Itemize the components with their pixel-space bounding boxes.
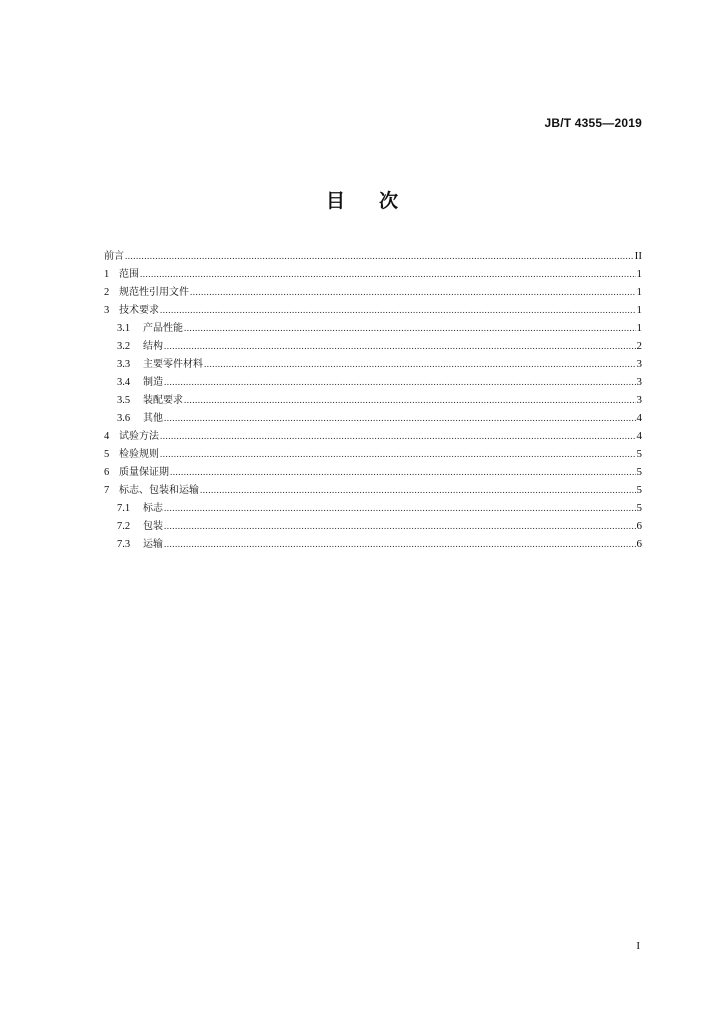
toc-entry-label: 前言	[104, 251, 124, 262]
toc-entry-page: 3	[636, 358, 642, 370]
toc-entry-label: 其他	[143, 413, 163, 424]
toc-entry-label: 制造	[143, 377, 163, 388]
toc-entry-number: 1	[104, 269, 110, 280]
toc-entry-number: 3.2	[117, 341, 131, 352]
toc-entry-number: 4	[104, 431, 110, 442]
toc-entry-label: 范围	[119, 269, 139, 280]
toc-entry-label: 标志、包装和运输	[119, 485, 199, 496]
toc-entry-page: 1	[636, 322, 642, 334]
toc-leader-dots	[160, 427, 636, 445]
toc-entry-number: 3.3	[117, 359, 131, 370]
toc-entry[interactable]	[104, 481, 642, 499]
toc-entry-label: 规范性引用文件	[119, 287, 189, 298]
toc-entry-number: 7.1	[117, 503, 131, 514]
toc-entry-number: 7.3	[117, 539, 131, 550]
toc-entry-number: 3.4	[117, 377, 131, 388]
toc-entry-label: 检验规则	[119, 449, 159, 460]
toc-entry-page: 5	[636, 448, 642, 460]
toc-subentry[interactable]	[104, 535, 642, 553]
toc-leader-dots	[200, 481, 636, 499]
toc-entry-label: 标志	[143, 503, 163, 514]
toc-entry-number: 7.2	[117, 521, 131, 532]
title-char-1: 目	[325, 190, 345, 212]
toc-entry-label: 运输	[143, 539, 163, 550]
toc-entry-page: II	[634, 250, 642, 262]
toc-entry-page: 1	[636, 286, 642, 298]
toc-entry-label: 产品性能	[143, 323, 183, 334]
toc-leader-dots	[184, 391, 636, 409]
toc-entry-page: 4	[636, 412, 642, 424]
page-number: I	[636, 940, 640, 952]
toc-leader-dots	[190, 283, 636, 301]
toc-subentry[interactable]	[104, 517, 642, 535]
toc-entry-page: 6	[636, 538, 642, 550]
toc-entry-number: 7	[104, 485, 110, 496]
toc-entry-label: 质量保证期	[119, 467, 169, 478]
toc-entry-page: 3	[636, 394, 642, 406]
toc-entry[interactable]	[104, 427, 642, 445]
table-of-contents	[104, 247, 642, 553]
toc-entry-page: 6	[636, 520, 642, 532]
toc-subentry[interactable]	[104, 337, 642, 355]
toc-leader-dots	[170, 463, 636, 481]
toc-subentry[interactable]	[104, 319, 642, 337]
toc-entry[interactable]	[104, 445, 642, 463]
toc-entry[interactable]	[104, 247, 642, 265]
toc-entry-number: 3.6	[117, 413, 131, 424]
toc-entry[interactable]	[104, 301, 642, 319]
toc-subentry[interactable]	[104, 355, 642, 373]
toc-leader-dots	[160, 301, 636, 319]
page-title	[0, 186, 724, 213]
toc-leader-dots	[164, 535, 636, 553]
toc-entry-label: 主要零件材料	[143, 359, 203, 370]
toc-entry[interactable]	[104, 265, 642, 283]
toc-entry-number: 2	[104, 287, 110, 298]
toc-entry[interactable]	[104, 283, 642, 301]
toc-leader-dots	[204, 355, 636, 373]
toc-leader-dots	[164, 517, 636, 535]
toc-leader-dots	[125, 247, 634, 265]
toc-entry-label: 技术要求	[119, 305, 159, 316]
toc-entry[interactable]	[104, 463, 642, 481]
toc-leader-dots	[160, 445, 636, 463]
toc-entry-page: 1	[636, 304, 642, 316]
toc-leader-dots	[164, 409, 636, 427]
toc-entry-page: 3	[636, 376, 642, 388]
toc-subentry[interactable]	[104, 499, 642, 517]
toc-entry-number: 5	[104, 449, 110, 460]
toc-leader-dots	[164, 499, 636, 517]
toc-entry-page: 1	[636, 268, 642, 280]
toc-entry-page: 2	[636, 340, 642, 352]
toc-entry-page: 5	[636, 484, 642, 496]
toc-entry-number: 3	[104, 305, 110, 316]
toc-entry-number: 6	[104, 467, 110, 478]
toc-entry-label: 装配要求	[143, 395, 183, 406]
toc-entry-label: 结构	[143, 341, 163, 352]
toc-entry-page: 4	[636, 430, 642, 442]
toc-subentry[interactable]	[104, 373, 642, 391]
toc-subentry[interactable]	[104, 391, 642, 409]
toc-entry-label: 试验方法	[119, 431, 159, 442]
toc-subentry[interactable]	[104, 409, 642, 427]
standard-code: JB/T 4355—2019	[544, 116, 642, 130]
toc-leader-dots	[164, 373, 636, 391]
toc-entry-page: 5	[636, 502, 642, 514]
toc-leader-dots	[164, 337, 636, 355]
toc-entry-label: 包装	[143, 521, 163, 532]
toc-leader-dots	[140, 265, 636, 283]
title-char-2: 次	[379, 190, 399, 212]
toc-leader-dots	[184, 319, 636, 337]
toc-entry-number: 3.5	[117, 395, 131, 406]
toc-entry-page: 5	[636, 466, 642, 478]
toc-entry-number: 3.1	[117, 323, 131, 334]
